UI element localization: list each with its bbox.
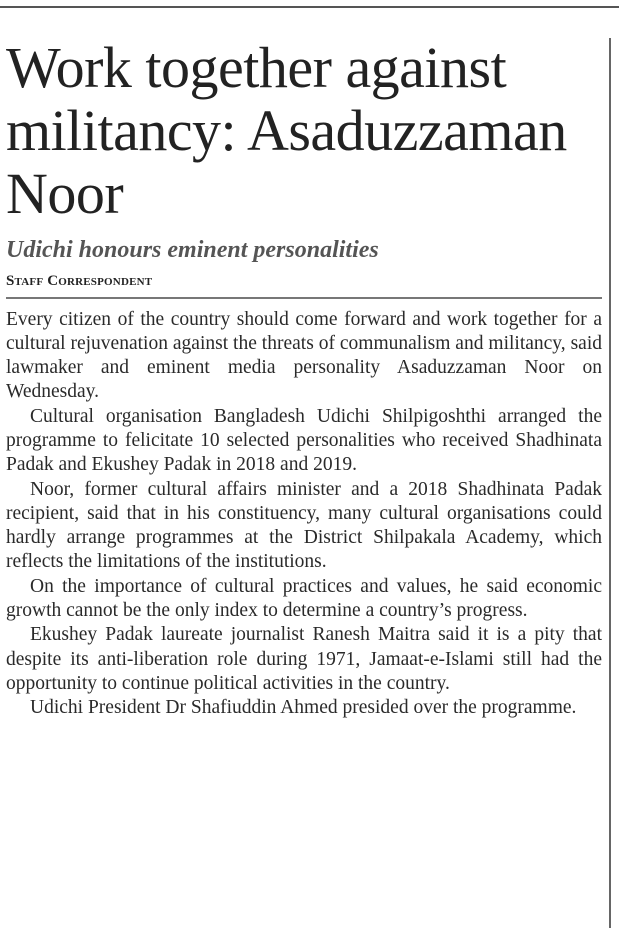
paragraph: Ekushey Padak laureate journalist Ranesh Maitra said it is a pity that despite its anti-liberation role during 1971, Jamaat-e-Islami still had the opportunity to continue political activities in the country. [6, 624, 602, 694]
paragraph: Noor, former cultural affairs minister and a 2018 Shadhinata Padak recipient, said that in his constituency, many cultural organisations could hardly arrange programmes at the District Shilpakala Academy, which reflects the limitations of the institutions. [6, 478, 602, 573]
paragraph: On the importance of cultural practices and values, he said economic growth cannot be the only index to determine a country’s progress. [6, 575, 602, 622]
article-body [6, 308, 602, 721]
byline-divider [6, 297, 602, 299]
headline: Work together against militancy: Asaduzzaman Noor [6, 35, 567, 226]
paragraph: Every citizen of the country should come forward and work together for a cultural rejuvenation against the threats of communalism and militancy, said lawmaker and eminent media personality Asaduzzaman Noor on Wednesday. [6, 308, 602, 403]
paragraph: Udichi President Dr Shafiuddin Ahmed presided over the programme. [30, 697, 577, 719]
subheadline: Udichi honours eminent personalities [6, 237, 379, 263]
paragraph: Cultural organisation Bangladesh Udichi Shilpigoshthi arranged the programme to felicitate 10 selected personalities who received Shadhinata Padak and Ekushey Padak in 2018 and 2019. [6, 405, 602, 476]
news-article [6, 36, 602, 721]
top-rule [0, 6, 619, 8]
column-rule [609, 38, 611, 928]
byline: Staff Correspondent [6, 273, 153, 289]
